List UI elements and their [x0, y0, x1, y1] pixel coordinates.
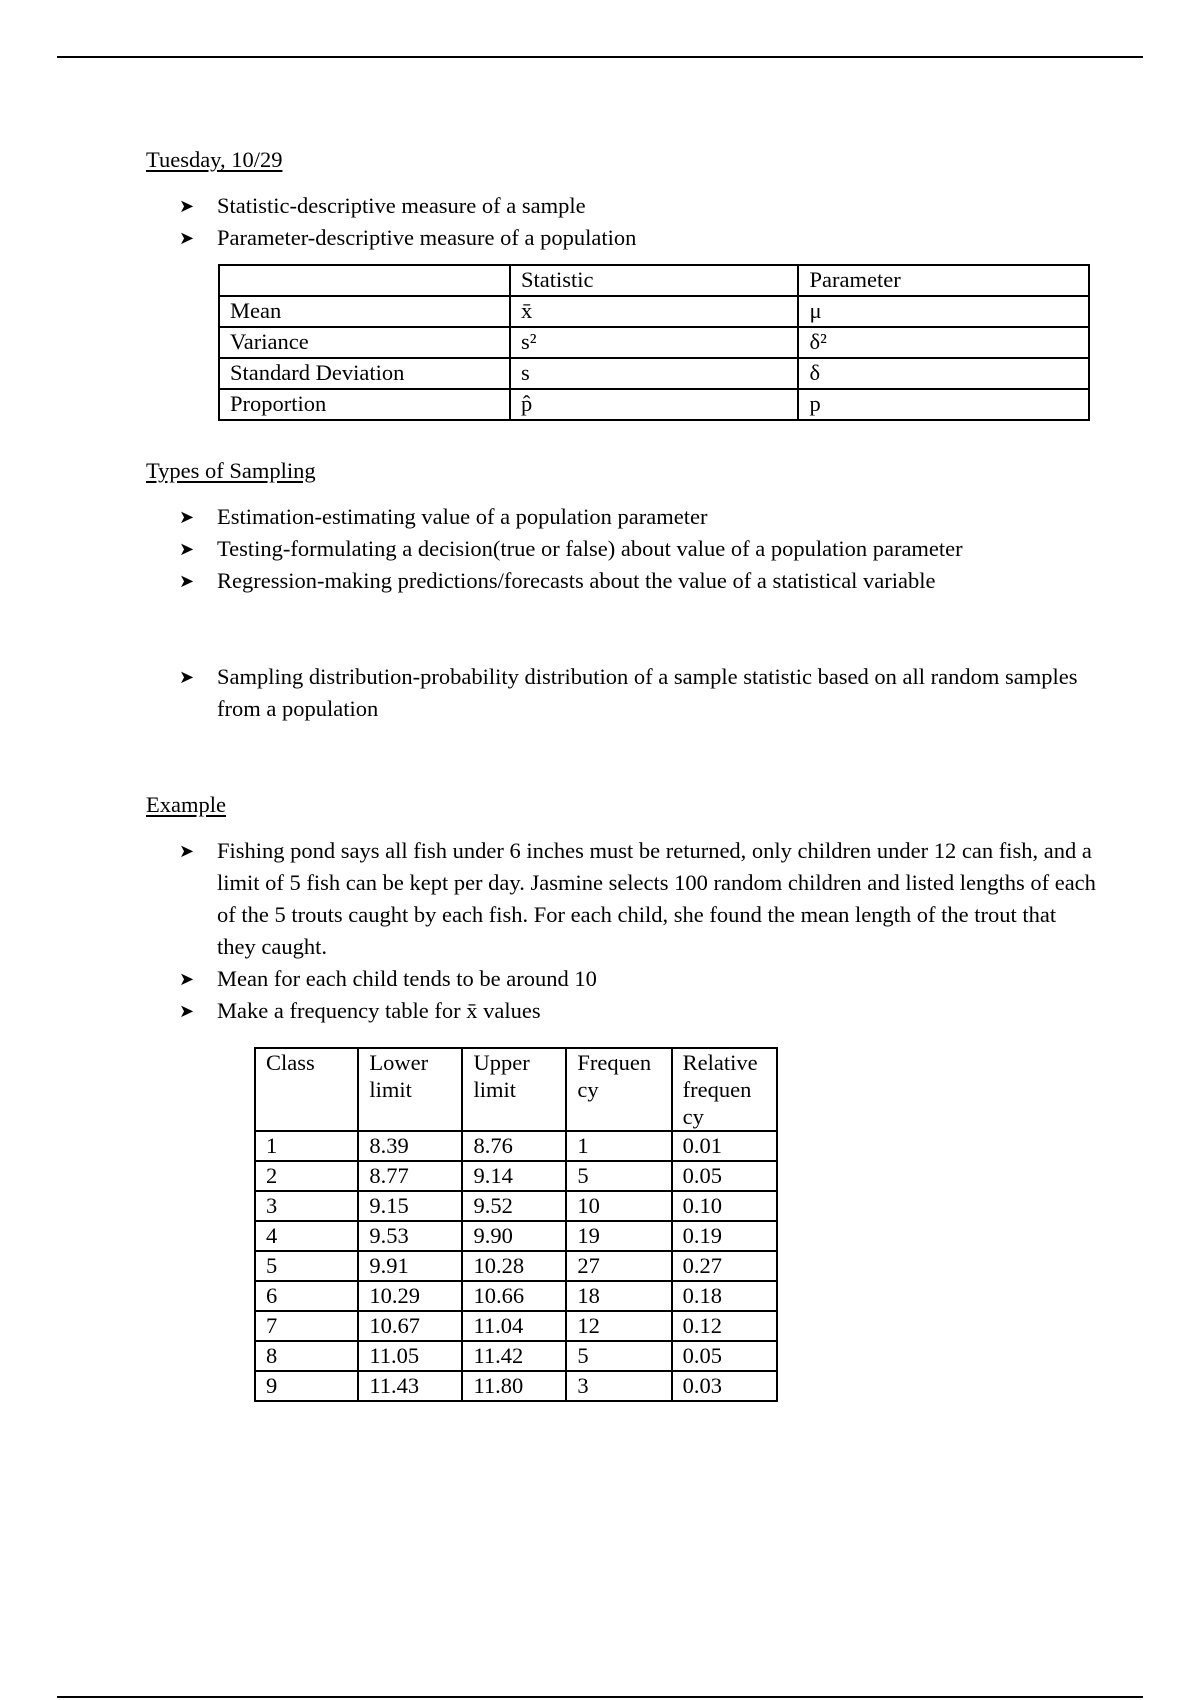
arrow-bullet-icon: ➤ — [179, 667, 195, 687]
sampling-distribution-list — [146, 661, 1100, 725]
date-heading: Tuesday, 10/29 — [146, 147, 283, 172]
arrow-bullet-icon: ➤ — [179, 196, 195, 216]
header-rule — [57, 56, 1143, 58]
table-row: Mean x̄ μ — [219, 296, 1089, 327]
table-row: 7 10.67 11.04 12 0.12 — [255, 1311, 777, 1341]
table-row: Variance s² δ² — [219, 327, 1089, 358]
list-item: ➤ Parameter-descriptive measure of a population — [217, 222, 1100, 254]
table-row: 2 8.77 9.14 5 0.05 — [255, 1161, 777, 1191]
list-item: ➤ Sampling distribution-probability distribution of a sample statistic based on all random samples from a population — [217, 661, 1100, 725]
table-header-row: Class Lower limit Upper limit Frequen cy Relative frequen cy — [255, 1048, 777, 1131]
list-item: ➤ Estimation-estimating value of a population parameter — [217, 501, 1100, 533]
list-item: ➤ Testing-formulating a decision(true or false) about value of a population parameter — [217, 533, 1100, 565]
arrow-bullet-icon: ➤ — [179, 539, 195, 559]
arrow-bullet-icon: ➤ — [179, 228, 195, 248]
footer-rule — [57, 1696, 1143, 1698]
list-item: ➤ Mean for each child tends to be around 10 — [217, 963, 1100, 995]
table-row: 5 9.91 10.28 27 0.27 — [255, 1251, 777, 1281]
table-row: Proportion p̂ p — [219, 389, 1089, 420]
definitions-list — [146, 190, 1100, 254]
list-item: ➤ Make a frequency table for x̄ values — [217, 995, 1100, 1027]
sampling-heading: Types of Sampling — [146, 458, 316, 483]
example-list — [146, 835, 1100, 1027]
list-item: ➤ Regression-making predictions/forecasts about the value of a statistical variable — [217, 565, 1100, 597]
table-row: 9 11.43 11.80 3 0.03 — [255, 1371, 777, 1401]
statistic-parameter-table — [218, 264, 1090, 421]
arrow-bullet-icon: ➤ — [179, 571, 195, 591]
list-item: ➤ Statistic-descriptive measure of a sample — [217, 190, 1100, 222]
table-row: 4 9.53 9.90 19 0.19 — [255, 1221, 777, 1251]
arrow-bullet-icon: ➤ — [179, 1001, 195, 1021]
sampling-list — [146, 501, 1100, 597]
page-content — [146, 144, 1100, 1402]
arrow-bullet-icon: ➤ — [179, 969, 195, 989]
table-row: Standard Deviation s δ — [219, 358, 1089, 389]
example-heading: Example — [146, 792, 226, 817]
table-row: 1 8.39 8.76 1 0.01 — [255, 1131, 777, 1161]
table-header-row: Statistic Parameter — [219, 265, 1089, 296]
frequency-table — [254, 1047, 778, 1402]
table-row: 3 9.15 9.52 10 0.10 — [255, 1191, 777, 1221]
arrow-bullet-icon: ➤ — [179, 507, 195, 527]
table-row: 8 11.05 11.42 5 0.05 — [255, 1341, 777, 1371]
table-row: 6 10.29 10.66 18 0.18 — [255, 1281, 777, 1311]
arrow-bullet-icon: ➤ — [179, 841, 195, 861]
list-item: ➤ Fishing pond says all fish under 6 inches must be returned, only children under 12 can fish, and a limit of 5 fish can be kept per day. Jasmine selects 100 random children and listed lengths of each of the 5 trouts caught by each fish. For each child, she found the mean length of the trout that they caught. — [217, 835, 1100, 963]
